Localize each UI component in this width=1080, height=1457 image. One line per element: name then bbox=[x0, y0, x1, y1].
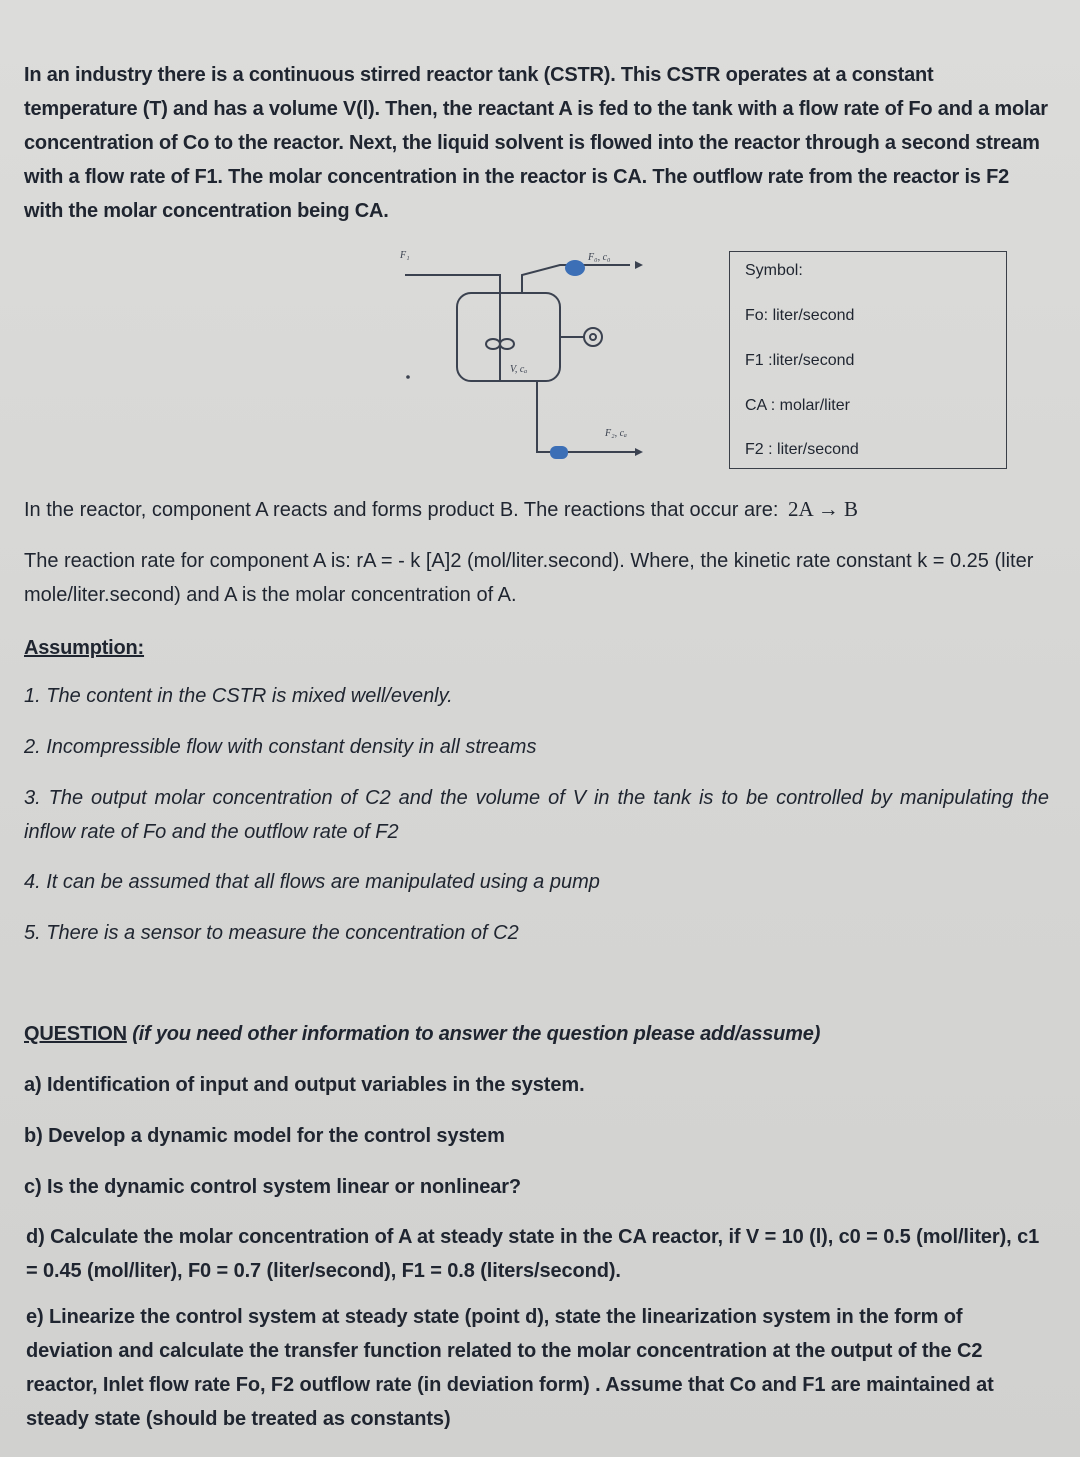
reactor-tank bbox=[457, 293, 560, 381]
outlet-pipe bbox=[537, 381, 635, 452]
agitator-icon bbox=[486, 339, 500, 349]
question-item: b) Develop a dynamic model for the control system bbox=[24, 1125, 505, 1147]
question-item: a) Identification of input and output variables in the system. bbox=[24, 1074, 585, 1096]
label-tank: V, cₐ bbox=[510, 364, 528, 375]
assumption-title: Assumption: bbox=[24, 637, 145, 659]
rate-paragraph: The reaction rate for component A is: rA = - k [A]2 (mol/liter.second). Where, the kinetic rate constant k = 0.25 (liter mole/liter.second) and A is the molar concentration of A. bbox=[24, 550, 1034, 606]
question-note: (if you need other information to answer the question please add/assume) bbox=[126, 1023, 821, 1045]
symbol-item: CA : molar/liter bbox=[745, 397, 850, 414]
assumption-item: 3. The output molar concentration of C2 and the volume of V in the tank is to be controlled by manipulating the inflow rate of Fo and the outflow rate of F2 bbox=[24, 787, 1049, 843]
reaction-equation: 2A → B bbox=[788, 497, 859, 521]
label-f0-c0: F₀, c₀ bbox=[588, 252, 611, 263]
reaction-text: In the reactor, component A reacts and forms product B. The reactions that occur are: bbox=[24, 499, 779, 521]
question-heading bbox=[24, 1017, 1049, 1051]
assumption-item: 2. Incompressible flow with constant density in all streams bbox=[24, 736, 537, 758]
f1-inlet-pipe bbox=[405, 275, 500, 380]
cstr-diagram bbox=[380, 240, 660, 475]
label-f1: F₁ bbox=[400, 250, 410, 261]
pump-icon bbox=[565, 260, 585, 276]
assumption-item: 4. It can be assumed that all flows are manipulated using a pump bbox=[24, 871, 600, 893]
question-item: e) Linearize the control system at steady state (point d), state the linearization system in the form of deviation and calculate the transfer function related to the molar concentration at the output of the C2 reactor, Inlet flow rate Fo, F2 outflow rate (in deviation form) . Assume that Co and F1 are maintained at steady state (should be treated as constants) bbox=[26, 1306, 994, 1430]
question-item: d) Calculate the molar concentration of A at steady state in the CA reactor, if V = 10 (l), c0 = 0.5 (mol/liter), c1 = 0.45 (mol/liter), F0 = 0.7 (liter/second), F1 = 0.8 (liters/second). bbox=[26, 1226, 1040, 1282]
symbol-item: F2 : liter/second bbox=[745, 441, 859, 458]
symbol-box bbox=[729, 251, 1007, 469]
symbol-title: Symbol: bbox=[745, 262, 803, 279]
symbol-item: Fo: liter/second bbox=[745, 307, 855, 324]
question-title: QUESTION bbox=[24, 1023, 127, 1045]
reaction-paragraph bbox=[24, 492, 1049, 527]
label-f2-ca: F₂, cₐ bbox=[605, 428, 627, 439]
intro-paragraph: In an industry there is a continuous stirred reactor tank (CSTR). This CSTR operates at a constant temperature (T) and has a volume V(l). Then, the reactant A is fed to the tank with a flow rate of Fo and a molar concentration of Co to the reactor. Next, the liquid solvent is flowed into the reactor through a second stream with a flow rate of F1. The molar concentration in the reactor is CA. The outflow rate from the reactor is F2 with the molar concentration being CA. bbox=[24, 64, 1048, 222]
question-item: c) Is the dynamic control system linear or nonlinear? bbox=[24, 1176, 522, 1198]
sensor-icon bbox=[584, 328, 602, 346]
assumption-item: 1. The content in the CSTR is mixed well/evenly. bbox=[24, 685, 453, 707]
pump-icon bbox=[550, 446, 568, 459]
assumption-item: 5. There is a sensor to measure the concentration of C2 bbox=[24, 922, 519, 944]
symbol-item: F1 :liter/second bbox=[745, 352, 855, 369]
